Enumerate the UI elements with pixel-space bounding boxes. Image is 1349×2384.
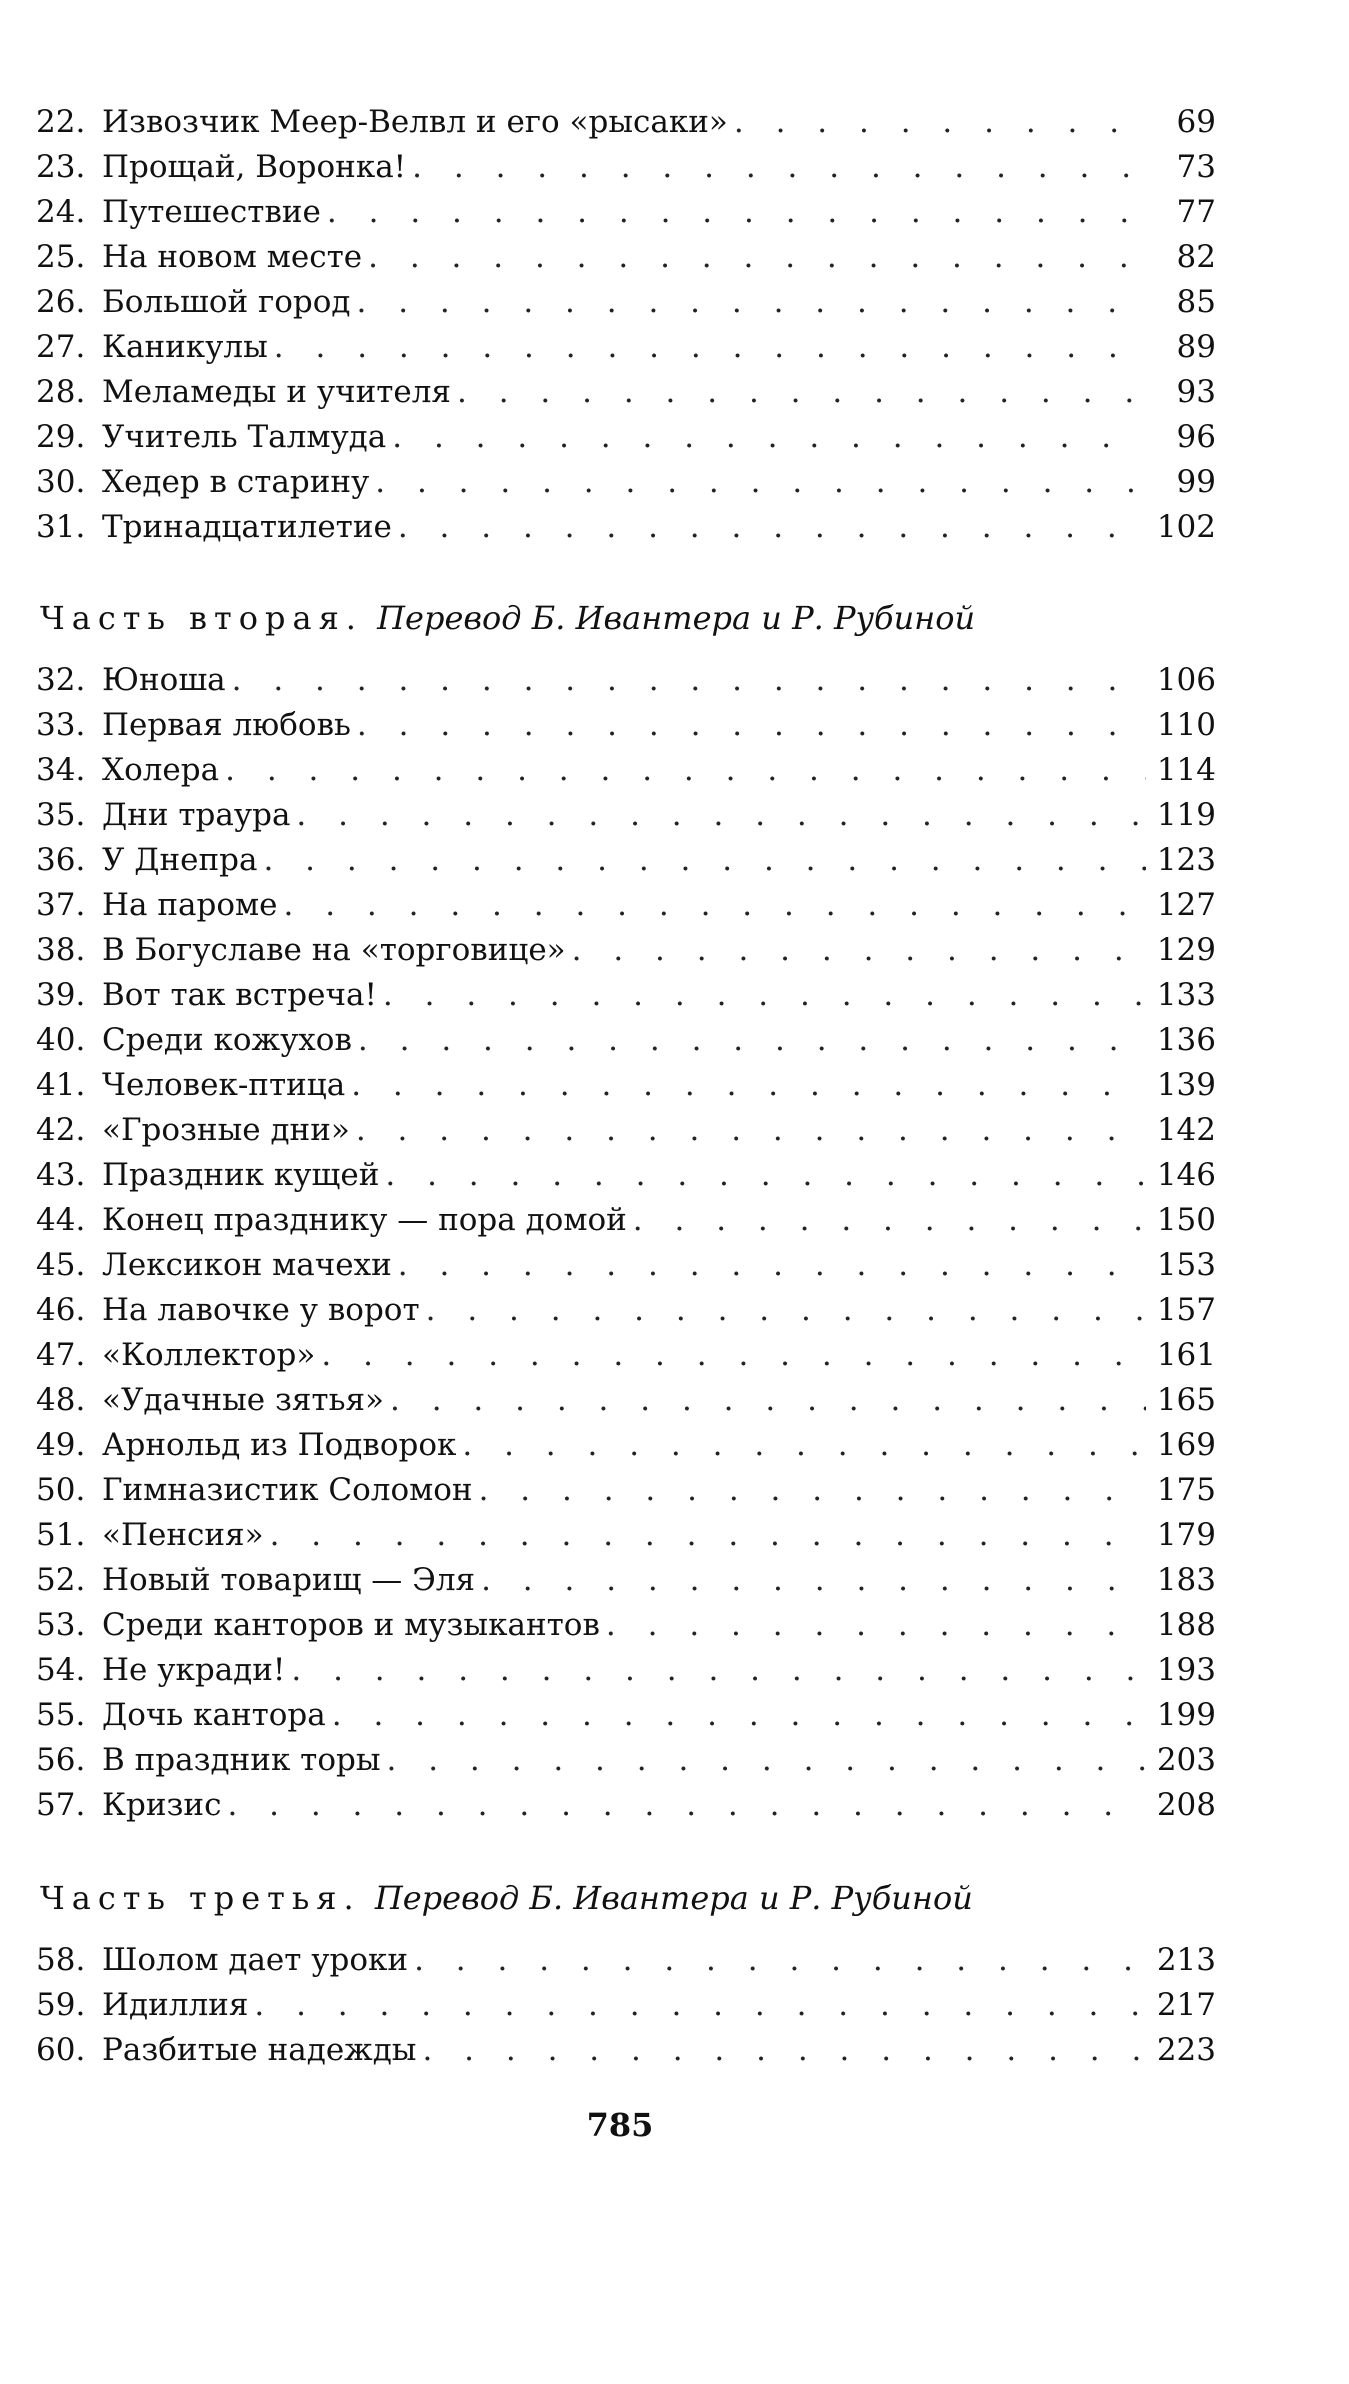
dot-leader — [332, 1693, 1146, 1738]
entry-title: На пароме — [102, 887, 278, 923]
entry-title: Среди канторов и музыкантов — [102, 1607, 600, 1643]
entry-title: Каникулы — [102, 329, 268, 365]
entry-number: 26. — [36, 284, 86, 320]
entry-title: Тринадцатилетие — [102, 509, 392, 545]
part-three-label: Часть третья. — [40, 1879, 361, 1917]
entry-page: 82 — [1176, 239, 1216, 275]
dot-leader — [351, 1063, 1146, 1108]
entry-page: 150 — [1156, 1202, 1216, 1238]
entry-title: Разбитые надежды — [102, 2032, 417, 2068]
toc-entry-46 — [36, 1288, 1216, 1333]
entry-number: 41. — [36, 1067, 86, 1103]
entry-page: 169 — [1156, 1427, 1216, 1463]
entry-page: 157 — [1156, 1292, 1216, 1328]
entry-page: 153 — [1156, 1247, 1216, 1283]
entry-page: 165 — [1156, 1382, 1216, 1418]
entry-number: 32. — [36, 662, 86, 698]
dot-leader — [375, 460, 1146, 505]
toc-entry-35 — [36, 793, 1216, 838]
entry-title: Первая любовь — [102, 707, 351, 743]
toc-entry-59 — [36, 1983, 1216, 2028]
entry-number: 42. — [36, 1112, 86, 1148]
entry-number: 52. — [36, 1562, 86, 1598]
entry-number: 27. — [36, 329, 86, 365]
entry-page: 102 — [1156, 509, 1216, 545]
entry-title: «Грозные дни» — [102, 1112, 350, 1148]
entry-page: 146 — [1156, 1157, 1216, 1193]
toc-part-three-list — [36, 1938, 1216, 2073]
toc-entry-48 — [36, 1378, 1216, 1423]
dot-leader — [481, 1558, 1146, 1603]
dot-leader — [232, 658, 1146, 703]
part-three-heading — [40, 1876, 973, 1921]
entry-page: 161 — [1156, 1337, 1216, 1373]
toc-entry-28 — [36, 370, 1216, 415]
dot-leader — [296, 793, 1146, 838]
entry-page: 93 — [1176, 374, 1216, 410]
dot-leader — [734, 100, 1146, 145]
entry-number: 56. — [36, 1742, 86, 1778]
toc-entry-38 — [36, 928, 1216, 973]
toc-entry-37 — [36, 883, 1216, 928]
dot-leader — [254, 1983, 1146, 2028]
entry-number: 43. — [36, 1157, 86, 1193]
entry-page: 99 — [1176, 464, 1216, 500]
entry-number: 58. — [36, 1942, 86, 1978]
entry-page: 203 — [1156, 1742, 1216, 1778]
toc-entry-33 — [36, 703, 1216, 748]
entry-title: Арнольд из Подворок — [102, 1427, 457, 1463]
entry-number: 23. — [36, 149, 86, 185]
entry-number: 54. — [36, 1652, 86, 1688]
entry-title: Человек-птица — [102, 1067, 346, 1103]
toc-entry-45 — [36, 1243, 1216, 1288]
entry-page: 123 — [1156, 842, 1216, 878]
dot-leader — [426, 1288, 1146, 1333]
page-number: 785 — [586, 2106, 654, 2144]
toc-entry-25 — [36, 235, 1216, 280]
dot-leader — [398, 505, 1146, 550]
toc-entry-56 — [36, 1738, 1216, 1783]
entry-number: 37. — [36, 887, 86, 923]
entry-page: 175 — [1156, 1472, 1216, 1508]
part-two-heading — [40, 596, 975, 641]
toc-entry-49 — [36, 1423, 1216, 1468]
dot-leader — [383, 973, 1146, 1018]
entry-page: 114 — [1156, 752, 1216, 788]
dot-leader — [390, 1378, 1146, 1423]
entry-number: 59. — [36, 1987, 86, 2023]
toc-entry-53 — [36, 1603, 1216, 1648]
dot-leader — [274, 325, 1146, 370]
dot-leader — [457, 370, 1146, 415]
entry-number: 29. — [36, 419, 86, 455]
entry-title: Идиллия — [102, 1987, 249, 2023]
entry-page: 110 — [1156, 707, 1216, 743]
entry-number: 35. — [36, 797, 86, 833]
dot-leader — [633, 1198, 1146, 1243]
dot-leader — [270, 1513, 1146, 1558]
toc-entry-54 — [36, 1648, 1216, 1693]
dot-leader — [283, 883, 1146, 928]
dot-leader — [225, 748, 1146, 793]
entry-number: 47. — [36, 1337, 86, 1373]
entry-number: 33. — [36, 707, 86, 743]
toc-entry-29 — [36, 415, 1216, 460]
toc-entry-52 — [36, 1558, 1216, 1603]
entry-title: Кризис — [102, 1787, 222, 1823]
toc-entry-47 — [36, 1333, 1216, 1378]
entry-title: «Удачные зятья» — [102, 1382, 384, 1418]
toc-entry-40 — [36, 1018, 1216, 1063]
entry-title: Праздник кущей — [102, 1157, 380, 1193]
entry-title: «Коллектор» — [102, 1337, 316, 1373]
entry-title: Большой город — [102, 284, 351, 320]
entry-number: 34. — [36, 752, 86, 788]
entry-title: У Днепра — [102, 842, 258, 878]
entry-number: 36. — [36, 842, 86, 878]
entry-page: 208 — [1156, 1787, 1216, 1823]
entry-page: 129 — [1156, 932, 1216, 968]
entry-page: 183 — [1156, 1562, 1216, 1598]
entry-number: 46. — [36, 1292, 86, 1328]
entry-page: 77 — [1176, 194, 1216, 230]
toc-entry-27 — [36, 325, 1216, 370]
dot-leader — [358, 1018, 1146, 1063]
entry-number: 30. — [36, 464, 86, 500]
toc-entry-43 — [36, 1153, 1216, 1198]
entry-title: Холера — [102, 752, 220, 788]
entry-page: 96 — [1176, 419, 1216, 455]
toc-part-one-list — [36, 100, 1216, 550]
entry-number: 57. — [36, 1787, 86, 1823]
toc-entry-22 — [36, 100, 1216, 145]
entry-page: 139 — [1156, 1067, 1216, 1103]
entry-title: Прощай, Воронка! — [102, 149, 407, 185]
entry-title: Не укради! — [102, 1652, 286, 1688]
entry-page: 217 — [1156, 1987, 1216, 2023]
dot-leader — [414, 1938, 1146, 1983]
toc-entry-26 — [36, 280, 1216, 325]
entry-title: «Пенсия» — [102, 1517, 264, 1553]
entry-number: 50. — [36, 1472, 86, 1508]
entry-title: Дни траура — [102, 797, 291, 833]
toc-entry-50 — [36, 1468, 1216, 1513]
dot-leader — [321, 1333, 1146, 1378]
dot-leader — [327, 190, 1146, 235]
toc-entry-34 — [36, 748, 1216, 793]
toc-entry-41 — [36, 1063, 1216, 1108]
toc-entry-51 — [36, 1513, 1216, 1558]
dot-leader — [387, 1738, 1146, 1783]
entry-page: 119 — [1156, 797, 1216, 833]
entry-title: Новый товарищ — Эля — [102, 1562, 476, 1598]
entry-number: 38. — [36, 932, 86, 968]
dot-leader — [392, 415, 1146, 460]
entry-page: 127 — [1156, 887, 1216, 923]
dot-leader — [606, 1603, 1146, 1648]
dot-leader — [572, 928, 1146, 973]
dot-leader — [368, 235, 1146, 280]
toc-part-two-list — [36, 658, 1216, 1828]
entry-title: Юноша — [102, 662, 226, 698]
entry-number: 31. — [36, 509, 86, 545]
entry-number: 53. — [36, 1607, 86, 1643]
toc-entry-60 — [36, 2028, 1216, 2073]
entry-title: Среди кожухов — [102, 1022, 352, 1058]
entry-page: 69 — [1176, 104, 1216, 140]
entry-page: 188 — [1156, 1607, 1216, 1643]
entry-number: 25. — [36, 239, 86, 275]
entry-page: 223 — [1156, 2032, 1216, 2068]
toc-entry-55 — [36, 1693, 1216, 1738]
entry-page: 179 — [1156, 1517, 1216, 1553]
dot-leader — [462, 1423, 1146, 1468]
entry-number: 44. — [36, 1202, 86, 1238]
entry-title: Конец празднику — пора домой — [102, 1202, 627, 1238]
toc-entry-36 — [36, 838, 1216, 883]
dot-leader — [398, 1243, 1146, 1288]
part-three-credit: Перевод Б. Ивантера и Р. Рубиной — [374, 1879, 973, 1917]
entry-title: Извозчик Меер-Велвл и его «рысаки» — [102, 104, 728, 140]
part-two-credit: Перевод Б. Ивантера и Р. Рубиной — [377, 599, 976, 637]
entry-title: Учитель Талмуда — [102, 419, 387, 455]
entry-number: 40. — [36, 1022, 86, 1058]
toc-entry-42 — [36, 1108, 1216, 1153]
entry-page: 199 — [1156, 1697, 1216, 1733]
entry-page: 213 — [1156, 1942, 1216, 1978]
entry-title: В Богуславе на «торговице» — [102, 932, 566, 968]
toc-entry-58 — [36, 1938, 1216, 1983]
dot-leader — [357, 703, 1146, 748]
entry-page: 89 — [1176, 329, 1216, 365]
entry-number: 28. — [36, 374, 86, 410]
entry-title: Путешествие — [102, 194, 321, 230]
dot-leader — [263, 838, 1146, 883]
toc-entry-23 — [36, 145, 1216, 190]
entry-number: 49. — [36, 1427, 86, 1463]
entry-page: 193 — [1156, 1652, 1216, 1688]
toc-entry-39 — [36, 973, 1216, 1018]
entry-title: Лексикон мачехи — [102, 1247, 392, 1283]
entry-title: На лавочке у ворот — [102, 1292, 420, 1328]
entry-page: 106 — [1156, 662, 1216, 698]
toc-entry-32 — [36, 658, 1216, 703]
entry-number: 39. — [36, 977, 86, 1013]
entry-page: 73 — [1176, 149, 1216, 185]
entry-title: Гимназистик Соломон — [102, 1472, 473, 1508]
entry-title: Вот так встреча! — [102, 977, 377, 1013]
entry-number: 60. — [36, 2032, 86, 2068]
entry-page: 142 — [1156, 1112, 1216, 1148]
dot-leader — [412, 145, 1146, 190]
toc-entry-31 — [36, 505, 1216, 550]
entry-page: 133 — [1156, 977, 1216, 1013]
entry-number: 24. — [36, 194, 86, 230]
toc-entry-44 — [36, 1198, 1216, 1243]
part-two-label: Часть вторая. — [40, 599, 363, 637]
dot-leader — [356, 1108, 1146, 1153]
entry-number: 55. — [36, 1697, 86, 1733]
entry-title: Меламеды и учителя — [102, 374, 451, 410]
toc-entry-57 — [36, 1783, 1216, 1828]
entry-page: 136 — [1156, 1022, 1216, 1058]
toc-entry-24 — [36, 190, 1216, 235]
dot-leader — [227, 1783, 1146, 1828]
entry-number: 48. — [36, 1382, 86, 1418]
dot-leader — [357, 280, 1146, 325]
entry-number: 22. — [36, 104, 86, 140]
entry-title: Хедер в старину — [102, 464, 370, 500]
toc-entry-30 — [36, 460, 1216, 505]
dot-leader — [385, 1153, 1146, 1198]
entry-title: Дочь кантора — [102, 1697, 326, 1733]
entry-number: 45. — [36, 1247, 86, 1283]
entry-page: 85 — [1176, 284, 1216, 320]
entry-title: В праздник торы — [102, 1742, 381, 1778]
entry-title: Шолом дает уроки — [102, 1942, 409, 1978]
dot-leader — [479, 1468, 1146, 1513]
entry-title: На новом месте — [102, 239, 363, 275]
dot-leader — [422, 2028, 1146, 2073]
entry-number: 51. — [36, 1517, 86, 1553]
dot-leader — [291, 1648, 1146, 1693]
